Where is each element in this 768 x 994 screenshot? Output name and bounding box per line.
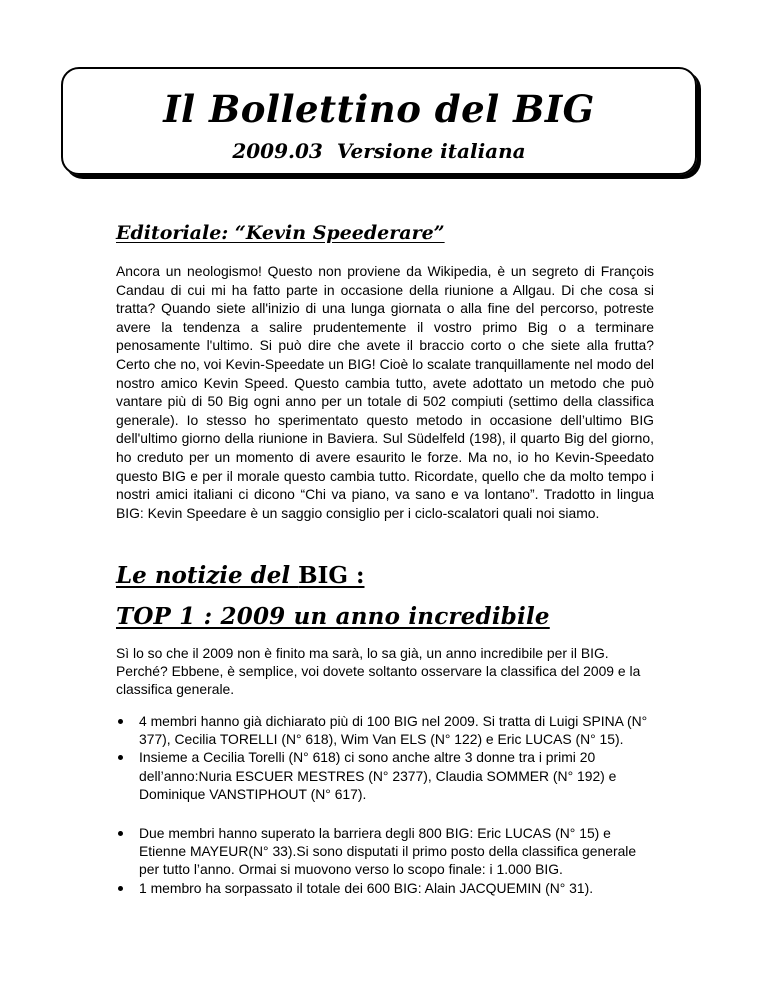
list-item (116, 879, 656, 897)
list-item-text: 4 membri hanno già dichiarato più di 100 BIG nel 2009. Si tratta di Luigi SPINA (N° 377), Cecilia TORELLI (N° 618), Wim Van ELS (N° 122) e Eric LUCAS (N° 15). (139, 713, 648, 748)
bullet-icon (118, 831, 123, 836)
top1-intro: Sì lo so che il 2009 non è finito ma sarà, lo sa già, un anno incredibile per il BIG. Perché? Ebbene, è semplice, voi dovete soltanto osservare la classifica del 2009 e la classifica generale. (116, 645, 641, 698)
list-item (116, 824, 656, 879)
bulletin-title: Il Bollettino del BIG (163, 87, 595, 131)
edition-label: Versione italiana (336, 139, 526, 163)
bulletin-subtitle (63, 139, 695, 163)
news-heading-suffix: BIG : (298, 562, 365, 589)
editorial-body: Ancora un neologismo! Questo non proviene da Wikipedia, è un segreto di François Candau di cui mi ha fatto parte in occasione della riunione a Allgau. Di che cosa si tratta? Quando siete all'inizio di una lunga giornata o alla fine del percorso, potreste avere la tendenza a salire prudentemente il vostro primo Big o a terminare penosamente l'ultimo. Si può dire che avete il braccio corto o che siete alla frutta? Certo che no, voi Kevin-Speedate un BIG! Cioè lo scalate tranquillamente nel modo del nostro amico Kevin Speed. Questo cambia tutto, avete adottato un metodo che può vantare più di 50 Big ogni anno per un totale di 502 compiuti (settimo della classifica generale). Io stesso ho sperimentato questo metodo in occasione dell’ultimo BIG dell'ultimo giorno della riunione in Baviera. Sul Südelfeld (198), il quarto Big del giorno, ho creduto per un momento di avere esaurito le forze. Ma no, io ho Kevin-Speedato questo BIG e per il morale questo cambia tutto. Ricordate, quello che da molto tempo i nostri amici italiani ci dicono “Chi va piano, va sano e va lontano”. Tradotto in lingua BIG: Kevin Speedare è un saggio consiglio per i ciclo-scalatori quali noi siamo. (116, 263, 654, 521)
news-heading-prefix: Le notizie del (116, 562, 299, 589)
list-item-text: Insieme a Cecilia Torelli (N° 618) ci sono anche altre 3 donne tra i primi 20 dell’anno:Nuria ESCUER MESTRES (N° 2377), Claudia SOMMER (N° 192) e Dominique VANSTIPHOUT (N° 617). (139, 749, 617, 802)
issue-number: 2009.03 (232, 139, 323, 163)
bullet-list-2 (116, 824, 656, 897)
bullet-list-1 (116, 712, 656, 803)
list-item (116, 712, 656, 748)
top1-heading: TOP 1 : 2009 un anno incredibile (116, 603, 550, 630)
bullet-icon (118, 755, 123, 760)
bullet-icon (118, 719, 123, 724)
title-box (61, 67, 697, 175)
list-item (116, 748, 656, 803)
bullet-icon (118, 886, 123, 891)
news-heading (116, 562, 364, 589)
editorial-heading: Editoriale: “Kevin Speederare” (116, 222, 445, 244)
list-item-text: 1 membro ha sorpassato il totale dei 600 BIG: Alain JACQUEMIN (N° 31). (139, 879, 594, 896)
list-item-text: Due membri hanno superato la barriera degli 800 BIG: Eric LUCAS (N° 15) e Etienne MAYEUR(N° 33).Si sono disputati il primo posto della classifica generale per tutto l’anno. Ormai si muovono verso lo scopo finale: i 1.000 BIG. (139, 825, 637, 878)
